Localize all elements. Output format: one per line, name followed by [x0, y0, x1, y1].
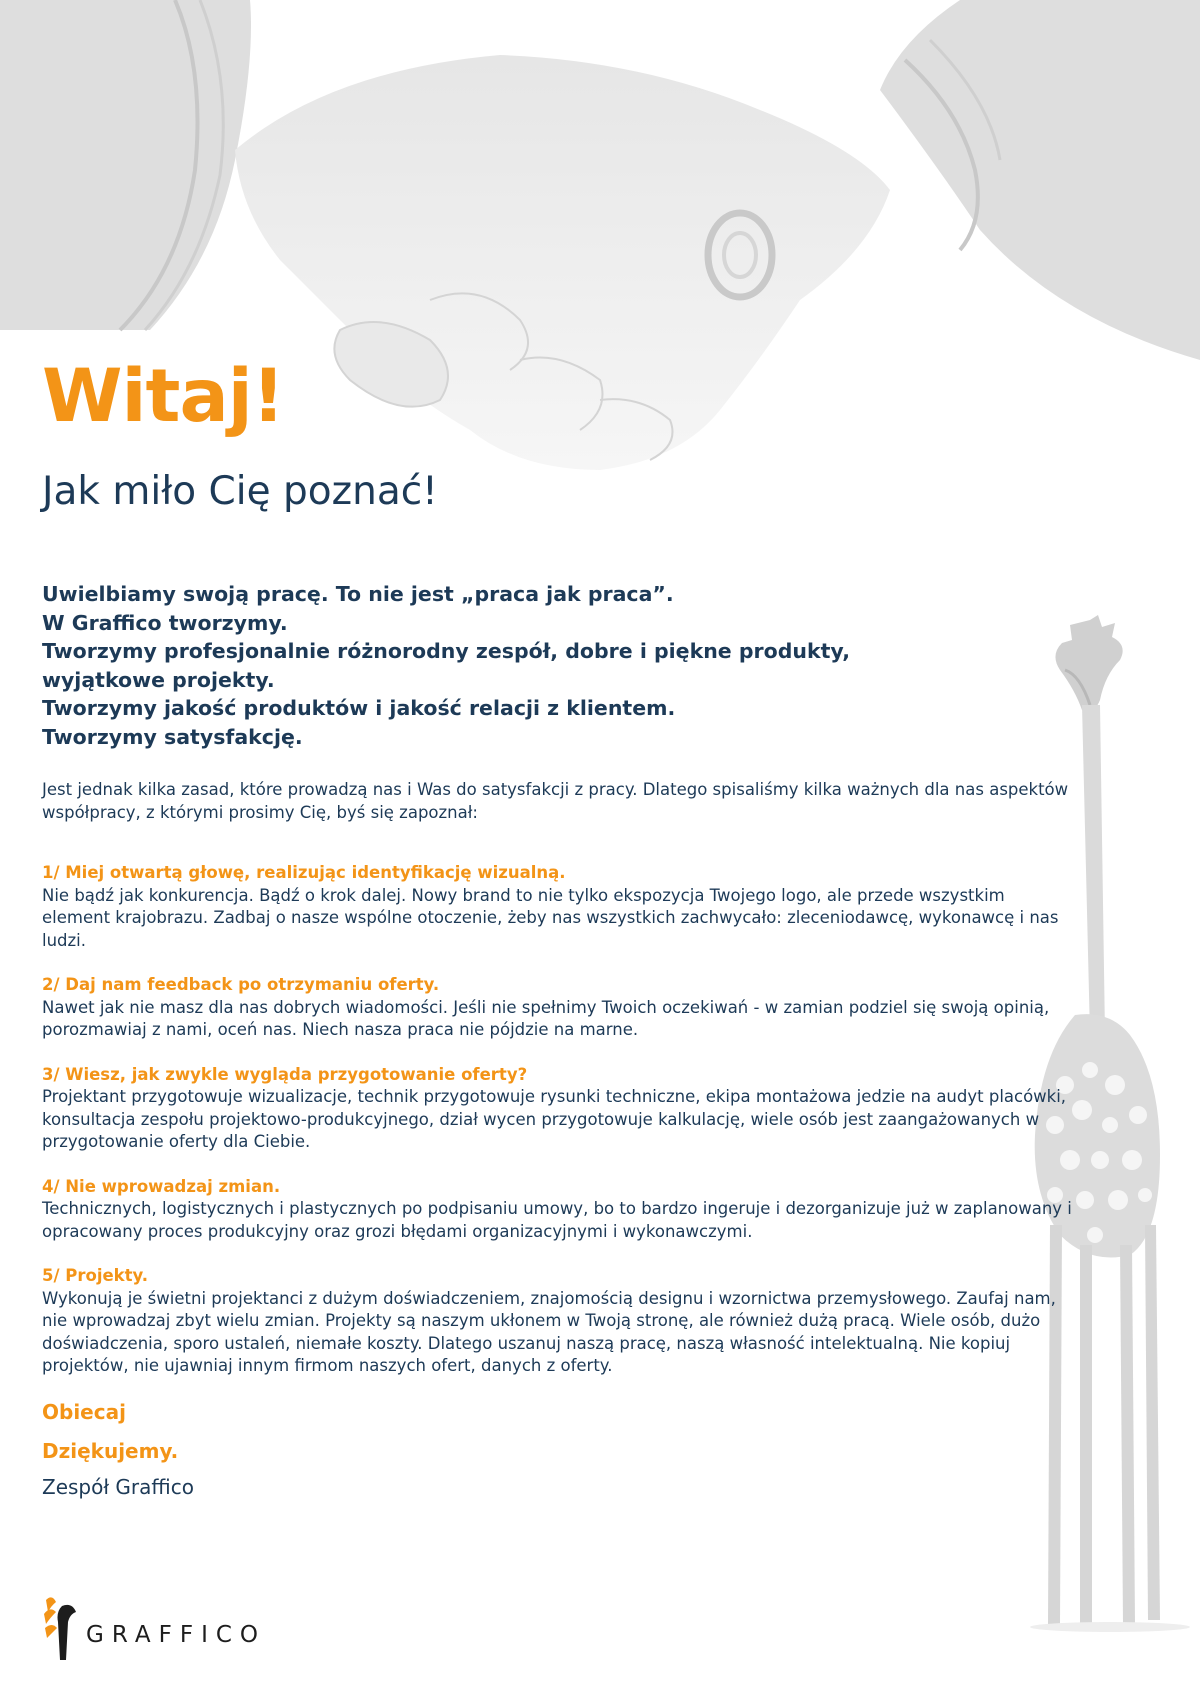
rule-item	[42, 974, 1072, 1042]
intro-block	[42, 580, 1072, 751]
page-title: Witaj!	[42, 354, 285, 439]
rule-body: Wykonują je świetni projektanci z dużym doświadczeniem, znajomością designu i wzornictwa przemysłowego. Zaufaj nam, nie wprowadzaj zbyt wielu zmian. Projekty są naszym ukłonem w Twoją stronę, ale również dużą pracą. Wiele osób, dużo doświadczenia, sporo ustaleń, niemałe koszty. Dlatego uszanuj naszą pracę, naszą własność intelektualną. Nie kopiuj projektów, nie ujawniaj innym firmom naszych ofert, danych z oferty.	[42, 1288, 1056, 1375]
rule-body: Nie bądź jak konkurencja. Bądź o krok dalej. Nowy brand to nie tylko ekspozycja Twojego logo, ale przede wszystkim element krajobrazu. Zadbaj o nasze wspólne otoczenie, żeby nas wszystkich zachwycało: zleceniodawcę, wykonawcę i nas ludzi.	[42, 885, 1059, 950]
rule-heading: 2/ Daj nam feedback po otrzymaniu oferty.	[42, 975, 440, 994]
rule-body: Nawet jak nie masz dla nas dobrych wiadomości. Jeśli nie spełnimy Twoich oczekiwań - w zamian podziel się swoją opinią, porozmawiaj z nami, oceń nas. Niech nasza praca nie pójdzie na marne.	[42, 997, 1050, 1039]
intro-line: Tworzymy profesjonalnie różnorodny zespół, dobre i piękne produkty,	[42, 639, 850, 663]
rule-heading: 3/ Wiesz, jak zwykle wygląda przygotowanie oferty?	[42, 1064, 528, 1084]
rule-heading: 1/ Miej otwartą głowę, realizując identyfikację wizualną.	[42, 863, 566, 882]
lead-paragraph: Jest jednak kilka zasad, które prowadzą nas i Was do satysfakcji z pracy. Dlatego spisaliśmy kilka ważnych dla nas aspektów współpracy, z którymi prosimy Cię, byś się zapoznał:	[42, 780, 1069, 822]
rule-item	[42, 1064, 1072, 1154]
page-subtitle: Jak miło Cię poznać!	[42, 469, 438, 514]
rule-heading: 5/ Projekty.	[42, 1266, 149, 1285]
intro-line: Tworzymy satysfakcję.	[42, 724, 303, 749]
giraffe-logo-icon	[42, 1592, 82, 1667]
rule-body: Technicznych, logistycznych i plastycznych po podpisaniu umowy, bo to bardzo ingeruje i dezorganizuje już w zaplanowany i opracowany proces produkcyjny oraz grozi błędami organizacyjnymi i wykonawczymi.	[42, 1199, 1072, 1241]
rule-item	[42, 862, 1072, 952]
closing-thanks: Dziękujemy.	[42, 1438, 179, 1463]
rule-heading: 4/ Nie wprowadzaj zmian.	[42, 1176, 281, 1196]
closing-promise: Obiecaj	[42, 1399, 126, 1424]
rule-item	[42, 1176, 1072, 1244]
intro-line: W Graffico tworzymy.	[42, 610, 288, 635]
rule-item	[42, 1265, 1072, 1378]
rules-list	[42, 862, 1072, 1378]
rule-body: Projektant przygotowuje wizualizacje, technik przygotowuje rysunki techniczne, ekipa montażowa jedzie na audyt placówki, konsultacja zespołu projektowo-produkcyjnego, dział wycen przygotowuje kalkulację, wiele osób jest zaangażowanych w przygotowanie oferty dla Ciebie.	[42, 1087, 1067, 1151]
intro-line: wyjątkowe projekty.	[42, 667, 275, 692]
logo-wordmark: GRAFFICO	[86, 1622, 267, 1648]
closing-block	[42, 1400, 1072, 1499]
intro-line: Uwielbiamy swoją pracę. To nie jest „praca jak praca”.	[42, 582, 674, 606]
signature: Zespół Graffico	[42, 1474, 194, 1499]
intro-line: Tworzymy jakość produktów i jakość relacji z klientem.	[42, 696, 676, 720]
letter-content	[42, 354, 1072, 1499]
brand-logo	[42, 1592, 292, 1667]
